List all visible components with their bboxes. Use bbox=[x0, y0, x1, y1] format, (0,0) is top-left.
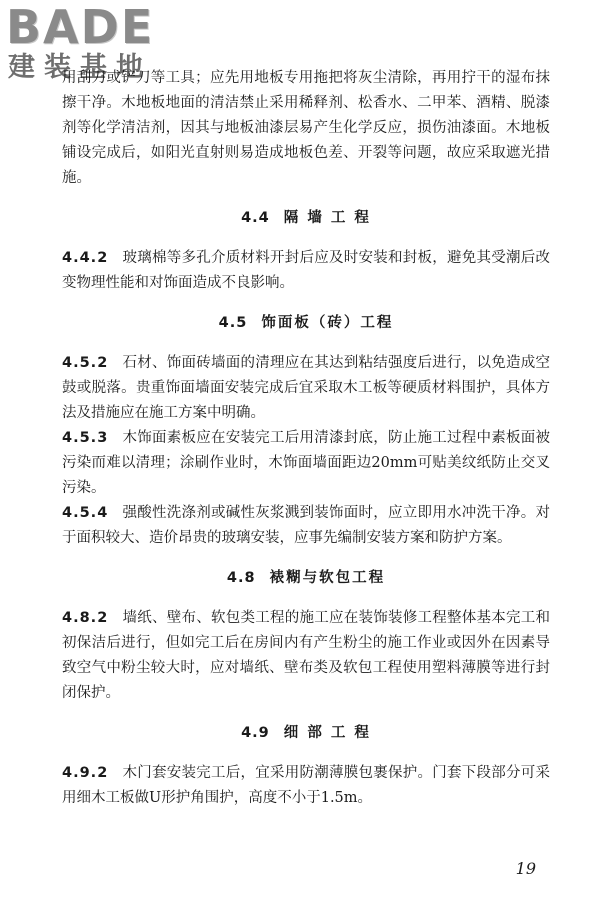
section-heading-4-8: 4.8 裱糊与软包工程 bbox=[226, 570, 386, 586]
logo-subtitle-text: 建装基地 bbox=[8, 52, 152, 83]
section-heading-4-9: 4.9 细 部 工 程 bbox=[241, 725, 371, 741]
clause-4-5-3: 4.5.3 木饰面素板应在安装完工后用清漆封底，防止施工过程中素板面被污染而难以清理；涂刷作业时，木饰面墙面距边20mm可贴美纹纸防止交叉污染。 bbox=[62, 430, 550, 496]
clause-4-4-2: 4.4.2 玻璃棉等多孔介质材料开封后应及时安装和封板，避免其受潮后改变物理性能和对饰面造成不良影响。 bbox=[62, 250, 550, 291]
section-heading-4-5: 4.5 饰面板（砖）工程 bbox=[218, 315, 394, 331]
section-heading-4-4: 4.4 隔 墙 工 程 bbox=[241, 210, 371, 226]
page-number: 19 bbox=[515, 859, 536, 878]
logo-brand-text: BADE bbox=[6, 0, 155, 54]
clause-4-9-2: 4.9.2 木门套安装完工后，宜采用防潮薄膜包裹保护。门套下段部分可采用细木工板做U形护角围护，高度不小于1.5m。 bbox=[62, 765, 550, 806]
clause-4-8-2: 4.8.2 墙纸、壁布、软包类工程的施工应在装饰装修工程整体基本完工和初保洁后进行，但如完工后在房间内有产生粉尘的施工作业或因外在因素导致空气中粉尘较大时，应对墙纸、壁布类及软包工程使用塑料薄膜等进行封闭保护。 bbox=[62, 610, 550, 701]
clause-4-5-2: 4.5.2 石材、饰面砖墙面的清理应在其达到粘结强度后进行，以免造成空鼓或脱落。贵重饰面墙面安装完成后宜采取木工板等硬质材料围护，具体方法及措施应在施工方案中明确。 bbox=[62, 355, 550, 421]
document-body bbox=[62, 66, 550, 811]
intro-paragraph: 用刮刀或铲刀等工具；应先用地板专用拖把将灰尘清除，再用拧干的湿布抹擦干净。木地板地面的清洁禁止采用稀释剂、松香水、二甲苯、酒精、脱漆剂等化学清洁剂，因其与地板油漆层易产生化学反应，损伤油漆面。木地板铺设完成后，如阳光直射则易造成地板色差、开裂等问题，故应采取遮光措施。 bbox=[62, 70, 550, 186]
clause-4-5-4: 4.5.4 强酸性洗涤剂或碱性灰浆溅到装饰面时，应立即用水冲洗干净。对于面积较大、造价昂贵的玻璃安装，应事先编制安装方案和防护方案。 bbox=[62, 505, 550, 546]
